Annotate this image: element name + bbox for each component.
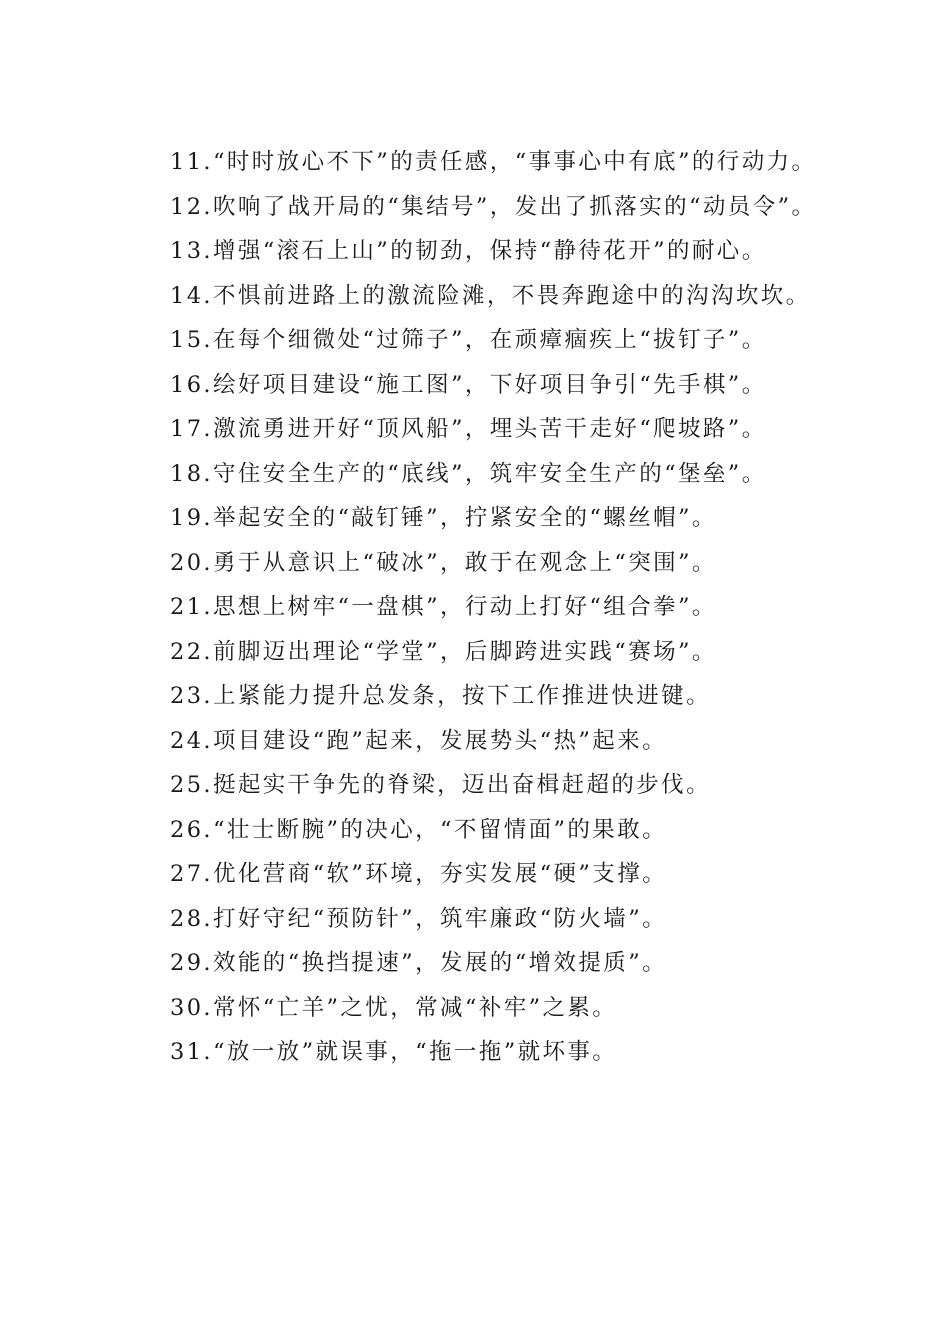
list-item: 25.挺起实干争先的脊梁，迈出奋楫赶超的步伐。 [170,772,711,798]
list-item: 19.举起安全的“敲钉锤”，拧紧安全的“螺丝帽”。 [170,505,717,531]
list-item: 11.“时时放心不下”的责任感，“事事心中有底”的行动力。 [170,149,817,175]
list-item: 21.思想上树牢“一盘棋”，行动上打好“组合拳”。 [170,594,717,620]
list-item: 17.激流勇进开好“顶风船”，埋头苦干走好“爬坡路”。 [170,416,767,442]
list-item: 28.打好守纪“预防针”，筑牢廉政“防火墙”。 [170,905,667,932]
list-item: 20.勇于从意识上“破冰”，敢于在观念上“突围”。 [170,549,717,576]
list-item: 14.不惧前进路上的激流险滩，不畏奔跑途中的沟沟坎坎。 [170,282,811,309]
list-item: 16.绘好项目建设“施工图”，下好项目争引“先手棋”。 [170,371,767,398]
list-item: 27.优化营商“软”环境，夯实发展“硬”支撑。 [170,861,667,887]
document-body [120,140,830,1075]
list-item: 22.前脚迈出理论“学堂”，后脚跨进实践“赛场”。 [170,638,717,665]
list-item: 13.增强“滚石上山”的韧劲，保持“静待花开”的耐心。 [170,238,767,264]
list-item: 12.吹响了战开局的“集结号”，发出了抓落实的“动员令”。 [170,193,817,220]
list-item: 18.守住安全生产的“底线”，筑牢安全生产的“堡垒”。 [170,460,767,487]
list-item: 31.“放一放”就误事，“拖一拖”就坏事。 [170,1039,618,1065]
list-item: 30.常怀“亡羊”之忧，常减“补牢”之累。 [170,994,618,1021]
list-item: 26.“壮士断腕”的决心，“不留情面”的果敢。 [170,816,667,843]
list-item: 29.效能的“换挡提速”，发展的“增效提质”。 [170,950,667,976]
list-item: 23.上紧能力提升总发条，按下工作推进快进键。 [170,683,711,709]
list-item: 24.项目建设“跑”起来，发展势头“热”起来。 [170,727,667,754]
list-item: 15.在每个细微处“过筛子”，在顽瘴痼疾上“拔钉子”。 [170,327,767,353]
